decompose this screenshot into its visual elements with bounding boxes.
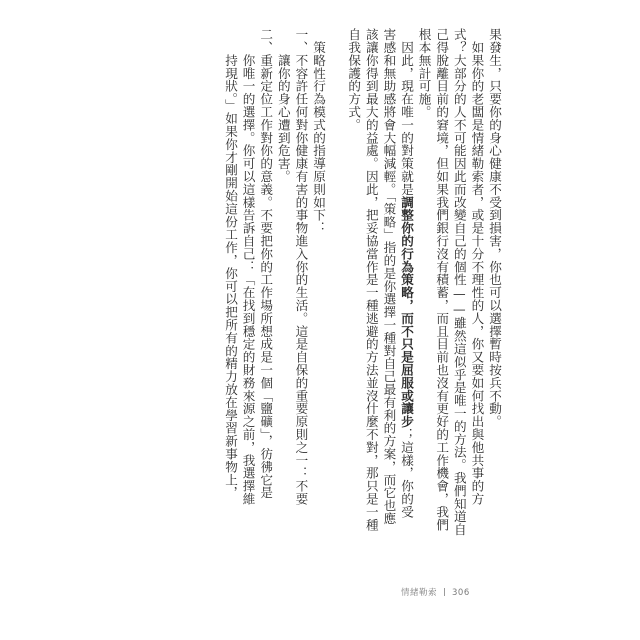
running-title: 情緒勒索 <box>401 588 438 598</box>
text-column <box>487 28 502 428</box>
footer-divider <box>444 588 445 596</box>
body-text: 己得脫離目前的窘境，但如果我們銀行沒有積蓄，而且目前也沒有更好的工作機會，我們 <box>434 28 450 532</box>
body-text: 一、不容許任何對你健康有害的事物進入你的生活。這是自保的重要原則之一：不要 <box>293 28 309 506</box>
page-footer <box>401 586 470 598</box>
body-text: 策略性行為模式的指導原則如下： <box>311 28 326 235</box>
text-column <box>399 28 414 518</box>
body-text: 你唯一的選擇。你可以這樣告訴自己：「在找到穩定的財務來源之前，我選擇維 <box>240 28 256 506</box>
body-text: 根本無計可施。 <box>416 28 432 119</box>
text-column <box>223 28 238 499</box>
text-column <box>241 28 256 505</box>
body-text: 讓你的身心遭到危害。 <box>275 28 291 183</box>
body-text: 二、重新定位工作對你的意義。不要把你的工作場所想成是一個「鹽礦」，彷彿它是 <box>258 28 274 499</box>
body-text: 式？大部分的人不可能因此而改變自己的個性——雖然這似乎是唯一的方法。我們知道自 <box>451 28 467 536</box>
body-text: ；這樣，你的受 <box>399 427 414 519</box>
text-column <box>311 28 326 234</box>
body-text: 持現狀。」如果你才剛開始這份工作，你可以把所有的精力放在學習新事物上， <box>223 28 238 499</box>
body-text: 因此，現在唯一的對策就是 <box>399 28 414 196</box>
text-column <box>276 28 291 183</box>
text-column <box>293 28 308 505</box>
text-column <box>417 28 432 118</box>
text-column <box>258 28 273 499</box>
emphasis-text: 調整你的行為策略，而不只是屈服或讓步 <box>399 195 414 428</box>
page-number: 306 <box>452 588 470 598</box>
text-column <box>364 28 379 531</box>
text-column <box>469 28 484 505</box>
text-column <box>434 28 449 531</box>
body-text: 如果你的老闆是情緒勒索者，或是十分不理性的人，你又要如何找出與他共事的方 <box>469 28 485 506</box>
body-text: 果發生，只要你的身心健康不受到損害，你也可以選擇暫時按兵不動。 <box>487 28 502 428</box>
text-column <box>452 28 467 536</box>
body-text: 害感和無助感將會大幅減輕。「策略」指的是你選擇一種對自己最有利的方案，而它也應 <box>381 28 397 525</box>
body-text: 自我保護的方式。 <box>346 28 362 132</box>
body-text: 該讓你得到最大的益處。因此，把妥協當作是一種逃避的方法並沒什麼不對，那只是一種 <box>363 28 379 532</box>
text-column <box>346 28 361 131</box>
text-column <box>381 28 396 525</box>
